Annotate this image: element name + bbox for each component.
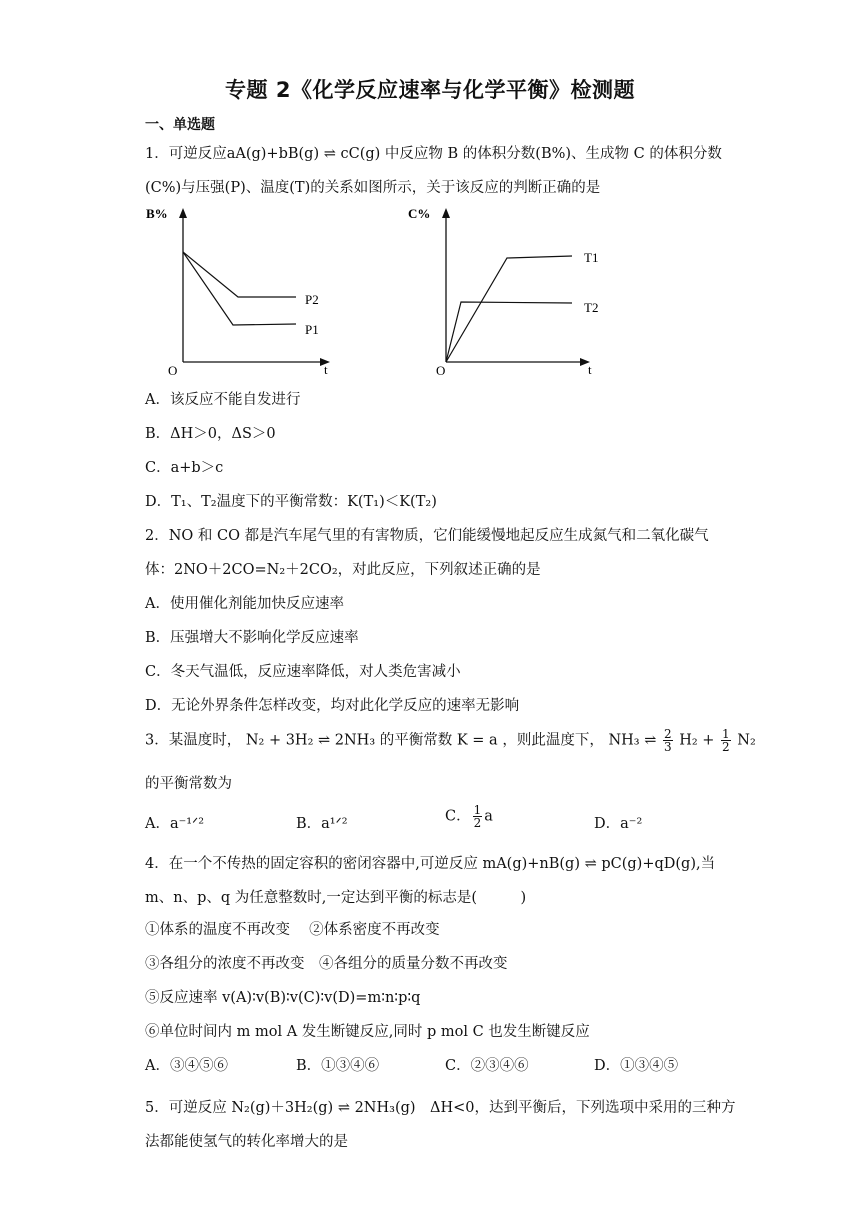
q3-mid2: ，则此温度下， <box>502 732 604 749</box>
q3-frac1: $\frac{2}{3}$ <box>663 727 672 754</box>
q3-option-c[interactable]: C． $\frac{1}{2}$ a <box>445 803 493 830</box>
series-p1-line <box>183 252 296 325</box>
q2-line2: 体：2NO＋2CO=N₂＋2CO₂，对此反应，下列叙述正确的是 <box>145 562 541 578</box>
series-p1-label: P1 <box>305 322 319 337</box>
series-t1-line <box>446 256 572 362</box>
q4-option-c[interactable]: C．②③④⑥ <box>445 1058 529 1074</box>
q2-option-d[interactable]: D．无论外界条件怎样改变，均对此化学反应的速率无影响 <box>145 698 520 714</box>
q3-option-d[interactable]: D．a⁻² <box>594 816 643 832</box>
q2-option-b[interactable]: B．压强增大不影响化学反应速率 <box>145 630 359 646</box>
section-heading: 一、单选题 <box>145 117 215 133</box>
series-t1-label: T1 <box>584 250 599 265</box>
q4-option-d[interactable]: D．①③④⑤ <box>594 1058 679 1074</box>
q1-option-d[interactable]: D．T₁、T₂温度下的平衡常数：K(T₁)＜K(T₂) <box>145 494 437 510</box>
q3-equation1: N₂ + 3H₂ ⇌ 2NH₃ <box>245 732 376 749</box>
q3-line2: 的平衡常数为 <box>145 776 232 792</box>
q5-line2: 法都能使氢气的转化率增大的是 <box>145 1134 348 1150</box>
q1-line2: (C%)与压强(P)、温度(T)的关系如图所示，关于该反应的判断正确的是 <box>145 180 601 196</box>
series-p2-label: P2 <box>305 292 319 307</box>
q4-option-a[interactable]: A．③④⑤⑥ <box>145 1058 228 1074</box>
q1-line1: 1．可逆反应aA(g)+bB(g) ⇌ cC(g) 中反应物 B 的体积分数(B%)、生成物 C 的体积分数 <box>145 146 722 162</box>
series-t2-label: T2 <box>584 300 599 315</box>
graph-right-xlabel: t <box>588 362 592 377</box>
q4-statement-4: ⑥单位时间内 m mol A 发生断键反应,同时 p mol C 也发生断键反应 <box>145 1024 590 1040</box>
q4-line2: m、n、p、q 为任意整数时,一定达到平衡的标志是( ) <box>145 890 527 906</box>
graph-left-ylabel: B% <box>146 206 168 221</box>
q1-option-b[interactable]: B．ΔH＞0，ΔS＞0 <box>145 426 276 442</box>
q1-graph-right <box>400 200 610 380</box>
q4-statement-3: ⑤反应速率 v(A)∶v(B)∶v(C)∶v(D)=m∶n∶p∶q <box>145 990 421 1006</box>
graph-left-xlabel: t <box>324 362 328 377</box>
q3-frac2: $\frac{1}{2}$ <box>722 727 730 754</box>
q4-statement-2: ③各组分的浓度不再改变 ④各组分的质量分数不再改变 <box>145 956 508 972</box>
graph-left-origin: O <box>168 363 178 378</box>
q3-k: K = a <box>456 732 498 749</box>
q3-prefix: 3．某温度时， <box>145 732 242 749</box>
series-p2-line <box>183 252 296 297</box>
q3-line1 <box>145 728 756 753</box>
q3-n2: N₂ <box>737 732 756 749</box>
graph-right-origin: O <box>436 363 446 378</box>
q3-equation2: NH₃ ⇌ <box>608 732 657 749</box>
graph-right-ylabel: C% <box>408 206 431 221</box>
q3-h2: H₂ + <box>679 732 715 749</box>
q4-statement-1: ①体系的温度不再改变 ②体系密度不再改变 <box>145 922 440 938</box>
series-t2-line <box>446 302 572 362</box>
q2-option-c[interactable]: C．冬天气温低，反应速率降低，对人类危害减小 <box>145 664 461 680</box>
q4-line1: 4．在一个不传热的固定容积的密闭容器中,可逆反应 mA(g)+nB(g) ⇌ pC(g)+qD(g),当 <box>145 856 716 872</box>
q2-line1: 2．NO 和 CO 都是汽车尾气里的有害物质，它们能缓慢地起反应生成氮气和二氧化碳气 <box>145 528 709 544</box>
q1-option-a[interactable]: A．该反应不能自发进行 <box>145 392 301 408</box>
q3-option-b[interactable]: B．a¹ᐟ² <box>296 816 348 832</box>
q4-option-b[interactable]: B．①③④⑥ <box>296 1058 380 1074</box>
q1-graph-left <box>140 200 350 380</box>
q3-mid: 的平衡常数 <box>379 732 453 749</box>
q1-option-c[interactable]: C．a+b＞c <box>145 460 224 476</box>
q3-option-a[interactable]: A．a⁻¹ᐟ² <box>145 816 205 832</box>
q5-line1: 5．可逆反应 N₂(g)＋3H₂(g) ⇌ 2NH₃(g) ΔH<0，达到平衡后，下列选项中采用的三种方 <box>145 1100 736 1116</box>
q2-option-a[interactable]: A．使用催化剂能加快反应速率 <box>145 596 344 612</box>
page-title: 专题 2《化学反应速率与化学平衡》检测题 <box>225 78 635 102</box>
